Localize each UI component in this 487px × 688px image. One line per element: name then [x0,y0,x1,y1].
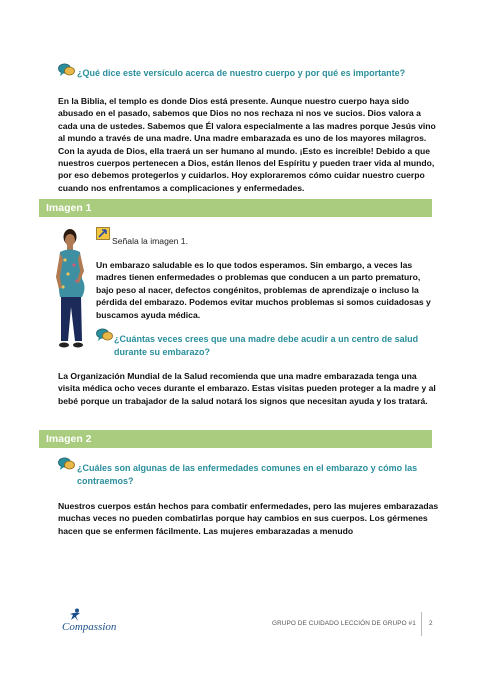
section-band-imagen-2 [39,430,432,448]
question-2: ¿Cuántas veces crees que una madre debe acudir a un centro de salud durante su embarazo? [114,334,419,357]
section-title-imagen-1: Imagen 1 [46,202,92,214]
compassion-logo [62,608,132,636]
paragraph-4: Nuestros cuerpos están hechos para combatir enfermedades, pero las mujeres embarazadas muchas veces no pueden combatirlas porque hay cambios en sus cuerpos. Los gérmenes hacen que se enfermen fácilmente. Las mujeres embarazadas a menudo [58,501,439,536]
section-band-imagen-1 [39,199,432,217]
paragraph-3: La Organización Mundial de la Salud recomienda que una madre embarazada tenga una visita médica ocho veces durante el embarazo. Estas visitas pueden proteger a la madre y al bebé porque un trabajador de la salud notará los signos que necesitan ayuda y los tratará. [58,371,436,406]
page-number: 2 [429,620,433,627]
logo-text: Compassion [62,621,117,633]
section-title-imagen-2: Imagen 2 [46,433,92,445]
paragraph-1: En la Biblia, el templo es donde Dios está presente. Aunque nuestro cuerpo haya sido abusado en el pasado, sabemos que Dios no nos rechaza ni nos ve sucios. Dios valora a cada una de ustedes. Sabemos que Él valora especialmente a las madres porque Jesús vino al mundo a través de una madre. Una madre embarazada es uno de los mayores milagros. Con la ayuda de Dios, ella traerá un ser humano al mundo. ¡Esto es increíble! Debido a que nuestros cuerpos pertenecen a Dios, están llenos del Espíritu y pueden traer vida al mundo, por eso debemos protegerlos y cuidarlos. Hoy exploraremos cómo cuidar nuestro cuerpo cuando nos enfrentamos a complicaciones y enfermedades. [58,96,436,193]
question-1: ¿Qué dice este versículo acerca de nuestro cuerpo y por qué es importante? [77,68,406,78]
pointing-icon [96,227,110,240]
footer-divider [421,612,422,636]
speech-bubbles-icon [96,328,113,342]
point-instruction: Señala la imagen 1. [112,236,188,246]
footer-title: GRUPO DE CUIDADO LECCIÓN DE GRUPO #1 [272,620,416,627]
question-3: ¿Cuáles son algunas de las enfermedades comunes en el embarazo y cómo las contraemos? [77,463,418,486]
pregnant-woman-illustration [51,227,91,355]
paragraph-2: Un embarazo saludable es lo que todos esperamos. Sin embargo, a veces las madres tienen enfermedades o problemas que conducen a un parto prematuro, bajo peso al nacer, defectos congénitos, problemas de aprendizaje o incluso la pérdida del embarazo. Podemos evitar muchos problemas si somos cuidadosas y buscamos ayuda médica. [96,260,431,320]
speech-bubbles-icon [58,63,75,77]
speech-bubbles-icon [58,457,75,471]
figure-icon [68,608,82,622]
